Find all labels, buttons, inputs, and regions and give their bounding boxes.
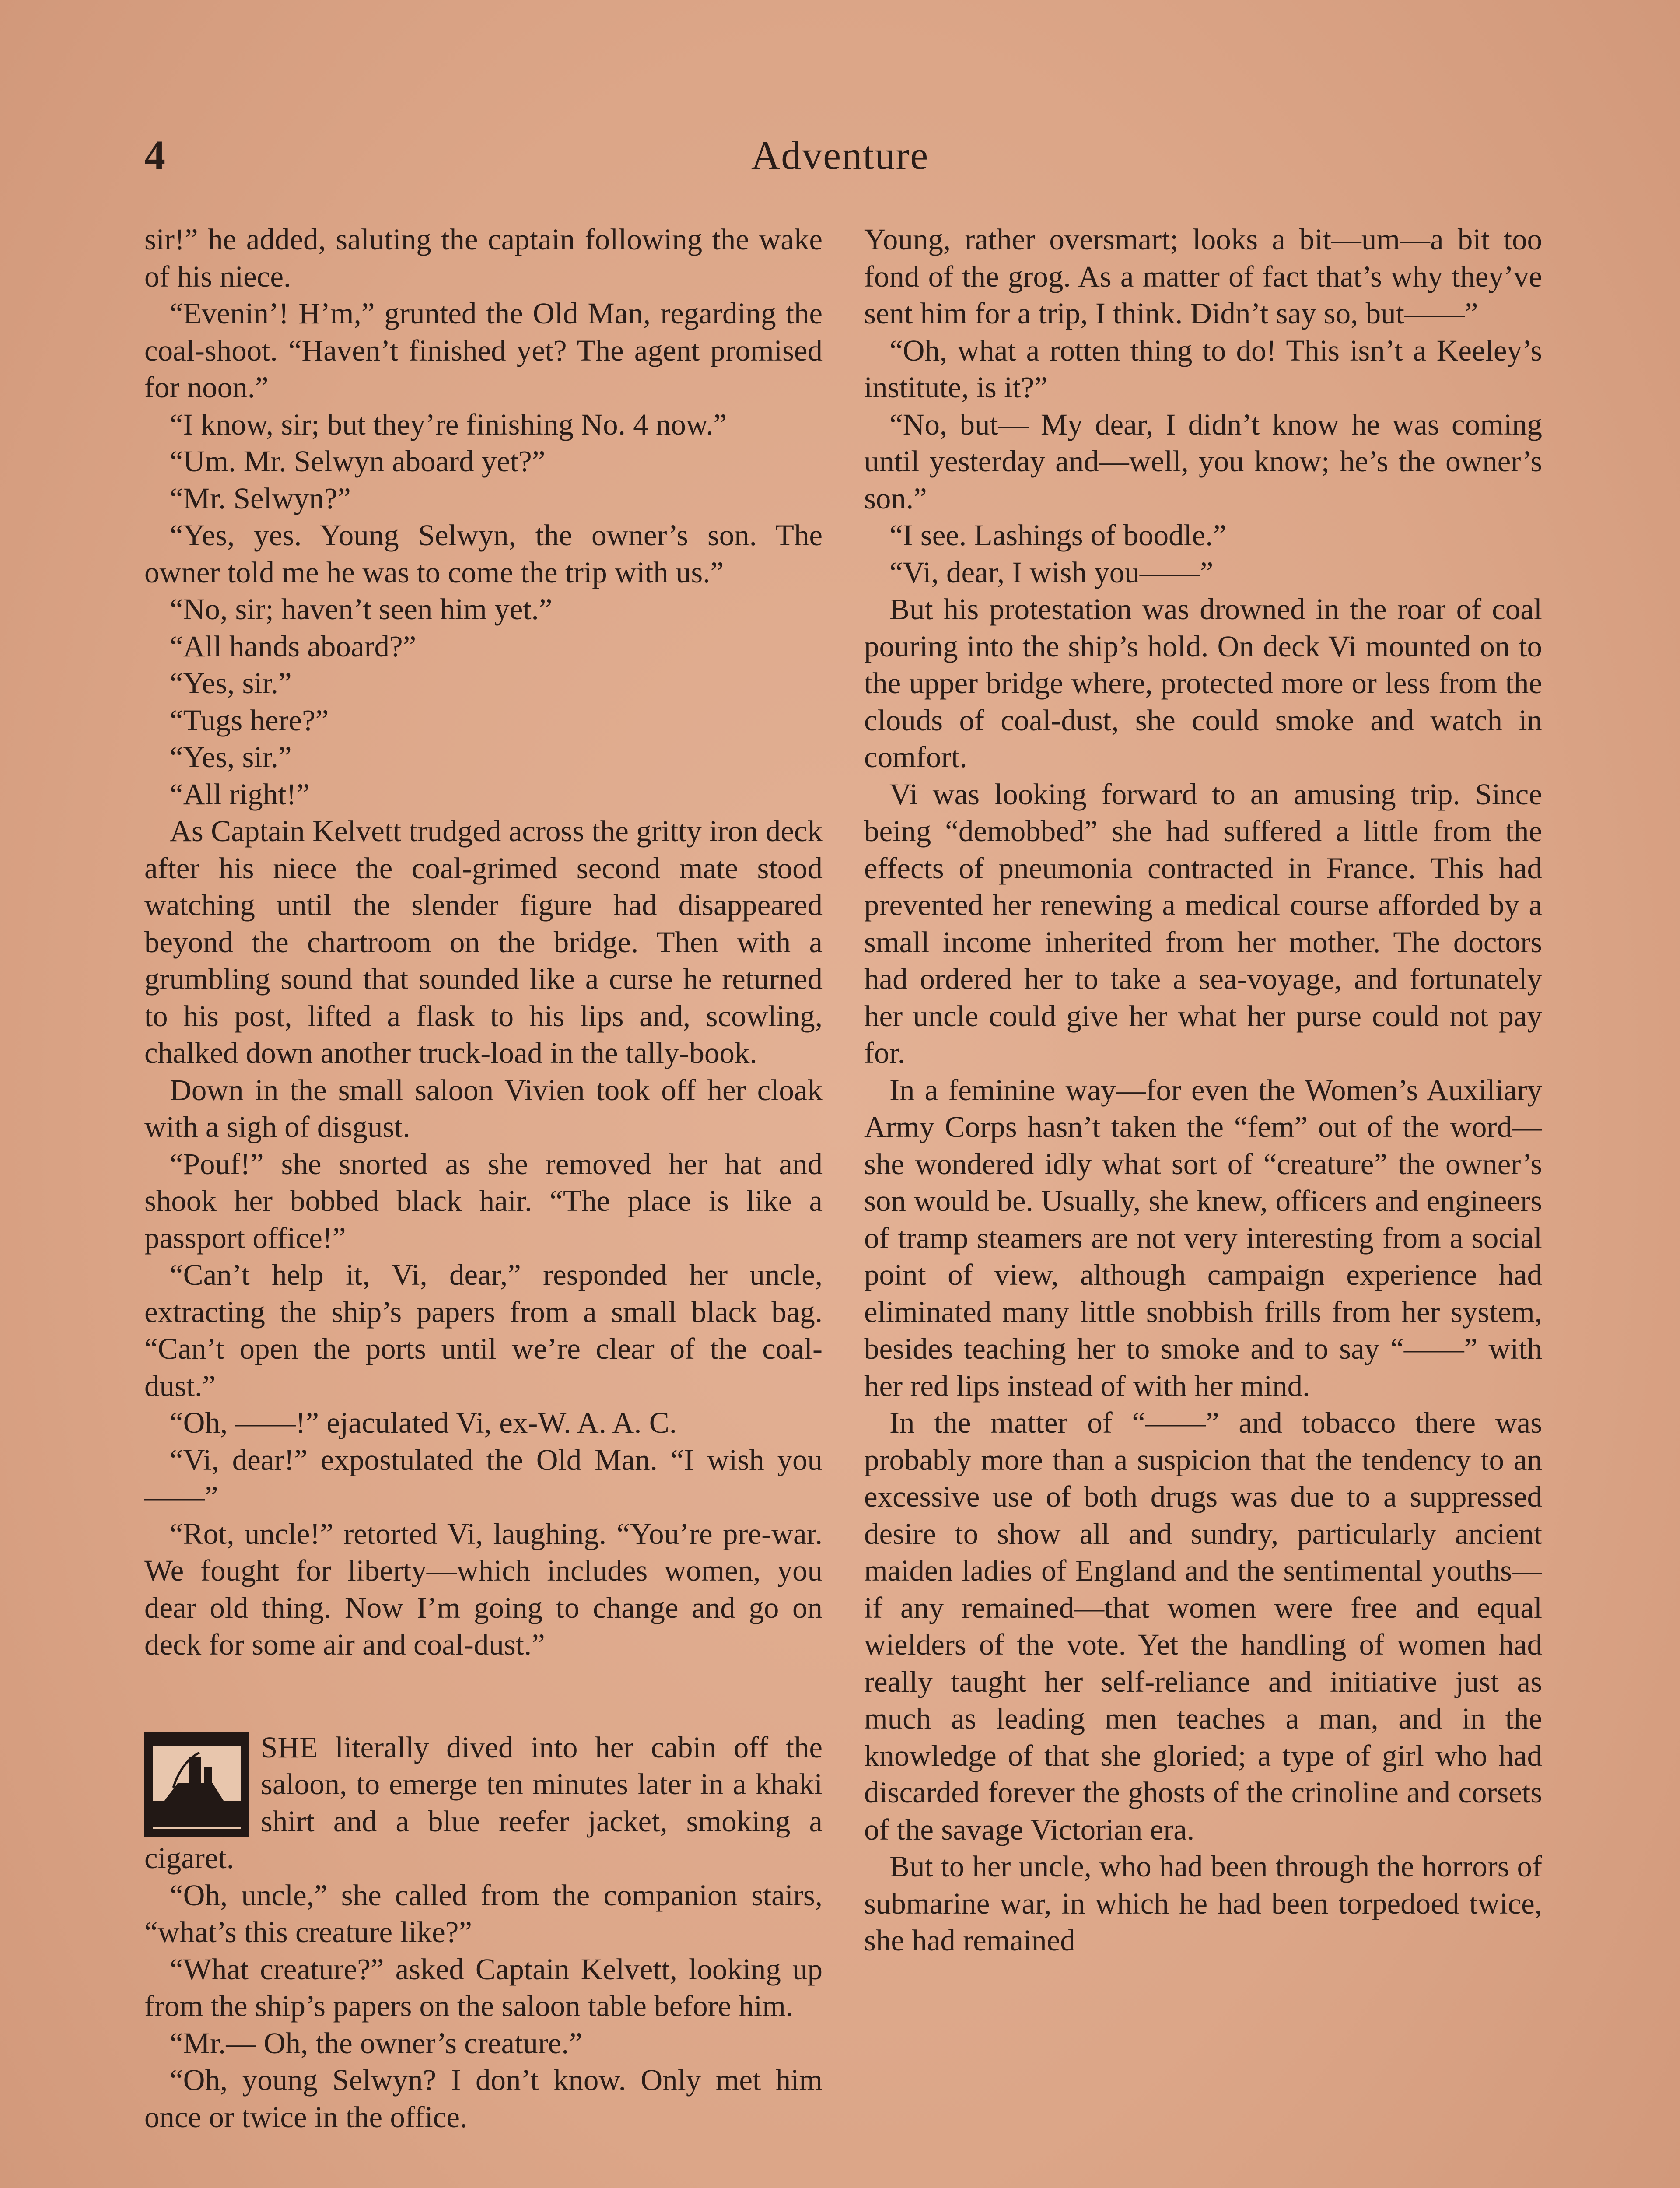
paragraph: “No, but— My dear, I didn’t know he was coming until yesterday and—well, you know; he’s the owner’s son.” [864,407,1542,515]
section-opening-text: SHE literally dived into her cabin off the saloon, to emerge ten minutes later in a khaki shirt and a blue reefer jacket, smoking a cigaret. [144,1730,822,1875]
paragraph: “All hands aboard?” [170,629,416,663]
paragraph: Down in the small saloon Vivien took off her cloak with a sigh of disgust. [144,1073,822,1143]
paragraph: “Mr. Selwyn?” [170,481,351,515]
paragraph: “I know, sir; but they’re finishing No. 4 now.” [170,407,727,441]
running-title: Adventure [751,133,929,178]
paragraph: “Vi, dear, I wish you——” [889,555,1214,589]
section-opening-paragraph [144,1729,822,1877]
paragraph: “Vi, dear!” expostulated the Old Man. “I wish you——” [144,1443,822,1513]
left-column [144,221,822,2188]
paragraph: “What creature?” asked Captain Kelvett, looking up from the ship’s papers on the saloon table before him. [144,1952,822,2023]
paragraph: But to her uncle, who had been through the horrors of submarine war, in which he had been torpedoed twice, she had remained [864,1850,1542,1957]
paragraph: “All right!” [170,777,310,811]
paragraph: “Rot, uncle!” retorted Vi, laughing. “You’re pre-war. We fought for liberty—which includes women, you dear old thing. Now I’m going to change and go on deck for some air and coal-dust.” [144,1517,822,1661]
paragraph: But his protestation was drowned in the roar of coal pouring into the ship’s hold. On deck Vi mounted on to the upper bridge where, protected more or less from the clouds of coal-dust, she could smoke and watch in comfort. [864,593,1542,774]
paragraph: “Pouf!” she snorted as she removed her hat and shook her bobbed black hair. “The place is like a passport office!” [144,1147,822,1255]
paragraph: “Tugs here?” [170,703,329,737]
section-break [144,1729,822,1877]
paragraph: Young, rather oversmart; looks a bit—um—a bit too fond of the grog. As a matter of fact that’s why they’ve sent him for a trip, I think. Didn’t say so, but——” [864,223,1542,330]
right-column [864,221,1542,2188]
paragraph: “Evenin’! H’m,” grunted the Old Man, regarding the coal-shoot. “Haven’t finished yet? The agent promised for noon.” [144,297,822,404]
paragraph: “Yes, sir.” [170,666,292,700]
paragraph: As Captain Kelvett trudged across the gritty iron deck after his niece the coal-grimed second mate stood watching until the slender figure had disappeared beyond the chartroom on the bridge. Then with a grumbling sound that sounded like a curse he returned to his post, lifted a flask to his lips and, scowling, chalked down another truck-load in the tally-book. [144,814,822,1069]
page-header [144,131,1536,179]
paragraph: “Mr.— Oh, the owner’s creature.” [170,2026,583,2060]
paragraph: “Yes, sir.” [170,740,292,774]
paragraph: “Oh, ——!” ejaculated Vi, ex-W. A. A. C. [170,1406,677,1439]
page-number: 4 [144,132,165,179]
paragraph: “No, sir; haven’t seen him yet.” [170,593,553,626]
paragraph: “Oh, uncle,” she called from the companion stairs, “what’s this creature like?” [144,1878,822,1949]
paragraph: In a feminine way—for even the Women’s Auxiliary Army Corps hasn’t taken the “fem” out of the word—she wondered idly what sort of “creature” the owner’s son would be. Usually, she knew, officers and engineers of tramp steamers are not very interesting from a social point of view, although campaign experience had eliminated many little snobbish frills from her system, besides teaching her to smoke and to say “——” with her red lips instead of with her mind. [864,1073,1542,1403]
steamship-icon [144,1732,249,1837]
paragraph: “Oh, young Selwyn? I don’t know. Only met him once or twice in the office. [144,2063,822,2134]
paragraph: sir!” he added, saluting the captain following the wake of his niece. [144,223,822,293]
paragraph: “Oh, what a rotten thing to do! This isn’t a Keeley’s institute, is it?” [864,333,1542,404]
paragraph: In the matter of “——” and tobacco there was probably more than a suspicion that the tendency to an excessive use of both drugs was due to a suppressed desire to show all and sundry, particularly ancient maiden ladies of England and the sentimental youths—if any remained—that women were free and equal wielders of the vote. Yet the handling of women had really taught her self-reliance and initiative just as much as leading men teaches a man, and in the knowledge of that she gloried; a type of girl who had discarded forever the ghosts of the crinoline and corsets of the savage Victorian era. [864,1406,1542,1846]
paragraph: “Can’t help it, Vi, dear,” responded her uncle, extracting the ship’s papers from a small black bag. “Can’t open the ports until we’re clear of the coal-dust.” [144,1258,822,1403]
paragraph: “Yes, yes. Young Selwyn, the owner’s son. The owner told me he was to come the trip with us.” [144,519,822,589]
paragraph: “Um. Mr. Selwyn aboard yet?” [170,445,546,478]
paragraph: Vi was looking forward to an amusing trip. Since being “demobbed” she had suffered a little from the effects of pneumonia contracted in France. This had prevented her renewing a medical course afforded by a small income inherited from her mother. The doctors had ordered her to take a sea-voyage, and fortunately her uncle could give her what her purse could not pay for. [864,777,1542,1069]
paragraph: “I see. Lashings of boodle.” [889,519,1227,552]
